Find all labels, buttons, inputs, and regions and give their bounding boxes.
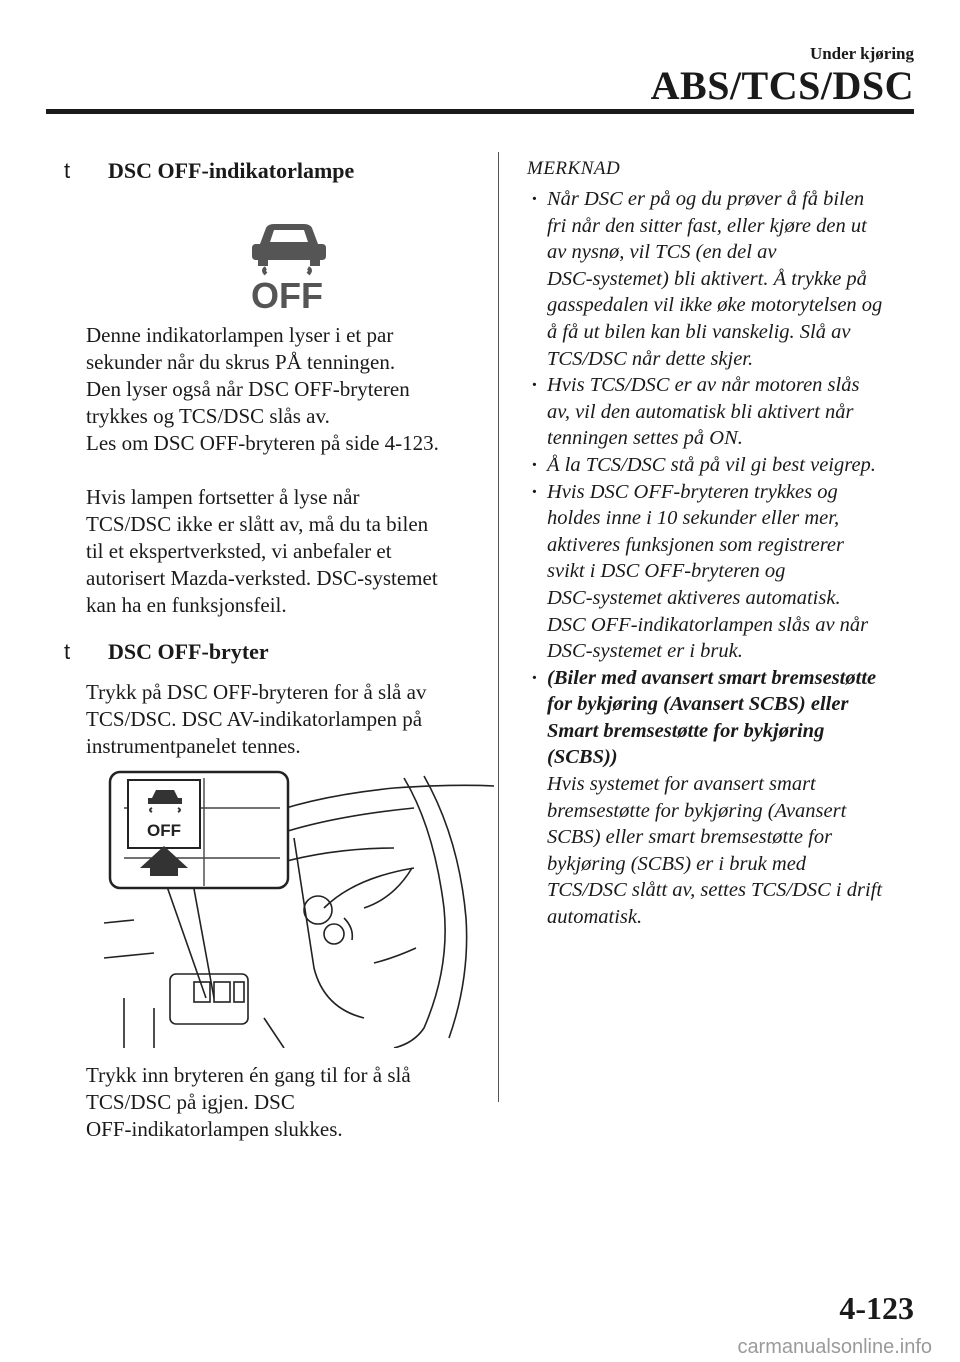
text-line: gasspedalen vil ikke øke motorytelsen og [547, 294, 883, 317]
text-line: Hvis DSC OFF-bryteren trykkes og [547, 480, 838, 503]
heading-bullet: t [64, 639, 71, 664]
text-line: Å la TCS/DSC stå på vil gi best veigrep. [547, 453, 876, 476]
text-line: Hvis TCS/DSC er av når motoren slås [547, 374, 860, 397]
note-title: MERKNAD [527, 158, 621, 179]
text-line: SCBS) eller smart bremsestøtte for [547, 826, 833, 849]
spacer [64, 457, 484, 484]
text-line: holdes inne i 10 sekunder eller mer, [547, 507, 840, 530]
text-line: av, vil den automatisk bli aktivert når [547, 400, 854, 423]
text-line: instrumentpanelet tennes. [86, 734, 301, 758]
text-line: automatisk. [547, 906, 643, 929]
text-line: Hvis lampen fortsetter å lyse når [86, 485, 360, 509]
text-line: TCS/DSC når dette skjer. [547, 347, 754, 370]
text-line: trykkes og TCS/DSC slås av. [86, 404, 330, 428]
section-title: ABS/TCS/DSC [650, 63, 914, 108]
dashboard-switch-illustration [94, 768, 494, 1048]
text-line: DSC-systemet aktiveres automatisk. [547, 586, 841, 609]
illustration-off-text: OFF [147, 821, 181, 840]
note-list [527, 186, 927, 931]
note-item [527, 186, 927, 372]
text-line: tenningen settes på ON. [547, 427, 743, 450]
text-line: Les om DSC OFF-bryteren på side 4-123. [86, 431, 439, 455]
heading-text: DSC OFF-bryter [108, 639, 269, 664]
paragraph-lamp-description [86, 322, 484, 457]
text-line: Hvis systemet for avansert smart [547, 773, 816, 796]
heading-dsc-off-switch [64, 639, 484, 665]
heading-bullet: t [64, 158, 71, 183]
text-line: TCS/DSC på igjen. DSC [86, 1090, 295, 1114]
watermark: carmanualsonline.info [737, 1336, 932, 1358]
icon-off-text: OFF [251, 275, 323, 312]
text-line: svikt i DSC OFF-bryteren og [547, 560, 786, 583]
text-line: (SCBS)) [547, 746, 618, 769]
note-item [527, 372, 927, 452]
text-line: TCS/DSC slått av, settes TCS/DSC i drift [547, 879, 883, 902]
text-line: til et ekspertverksted, vi anbefaler et [86, 539, 392, 563]
text-line: bykjøring (SCBS) er i bruk med [547, 852, 807, 875]
text-line: av nysnø, vil TCS (en del av [547, 241, 777, 264]
note-item [527, 452, 927, 479]
text-line: OFF-indikatorlampen slukkes. [86, 1117, 343, 1141]
text-line: aktiveres funksjonen som registrerer [547, 533, 844, 556]
text-line: Når DSC er på og du prøver å få bilen [547, 188, 865, 210]
text-line: Denne indikatorlampen lyser i et par [86, 323, 394, 347]
heading-text: DSC OFF-indikatorlampe [108, 158, 355, 183]
text-line: kan ha en funksjonsfeil. [86, 593, 287, 617]
text-line: DSC-systemet er i bruk. [547, 640, 743, 663]
paragraph-switch-on [86, 679, 484, 760]
page-number: 4-123 [839, 1290, 914, 1326]
text-line: Trykk på DSC OFF-bryteren for å slå av [86, 680, 427, 704]
note-item [527, 665, 927, 931]
header-rule [46, 109, 914, 114]
text-line: autorisert Mazda-verksted. DSC-systemet [86, 566, 438, 590]
text-line: for bykjøring (Avansert SCBS) eller [547, 693, 849, 716]
note-column [527, 158, 927, 931]
text-line: TCS/DSC ikke er slått av, må du ta bilen [86, 512, 429, 536]
column-divider [498, 152, 499, 1102]
text-line: fri når den sitter fast, eller kjøre den ut [547, 214, 867, 237]
note-condition [547, 665, 927, 771]
text-line: (Biler med avansert smart bremsestøtte [547, 666, 877, 689]
heading-dsc-off-lamp [64, 158, 484, 184]
text-line: DSC-systemet) bli aktivert. Å trykke på [547, 267, 867, 290]
left-column [64, 158, 484, 1143]
text-line: bremsestøtte for bykjøring (Avansert [547, 799, 847, 822]
text-line: Den lyser også når DSC OFF-bryteren [86, 377, 410, 401]
text-line: sekunder når du skrus PÅ tenningen. [86, 350, 396, 374]
note-item [527, 479, 927, 665]
text-line: TCS/DSC. DSC AV-indikatorlampen på [86, 707, 423, 731]
paragraph-lamp-warning [86, 484, 484, 619]
text-line: å få ut bilen kan bli vanskelig. Slå av [547, 320, 851, 343]
dsc-off-indicator-icon [232, 212, 342, 312]
text-line: Smart bremsestøtte for bykjøring [547, 719, 825, 742]
text-line: Trykk inn bryteren én gang til for å slå [86, 1063, 411, 1087]
text-line: DSC OFF-indikatorlampen slås av når [547, 613, 869, 636]
chapter-label: Under kjøring [809, 44, 914, 63]
paragraph-switch-off [86, 1062, 484, 1143]
